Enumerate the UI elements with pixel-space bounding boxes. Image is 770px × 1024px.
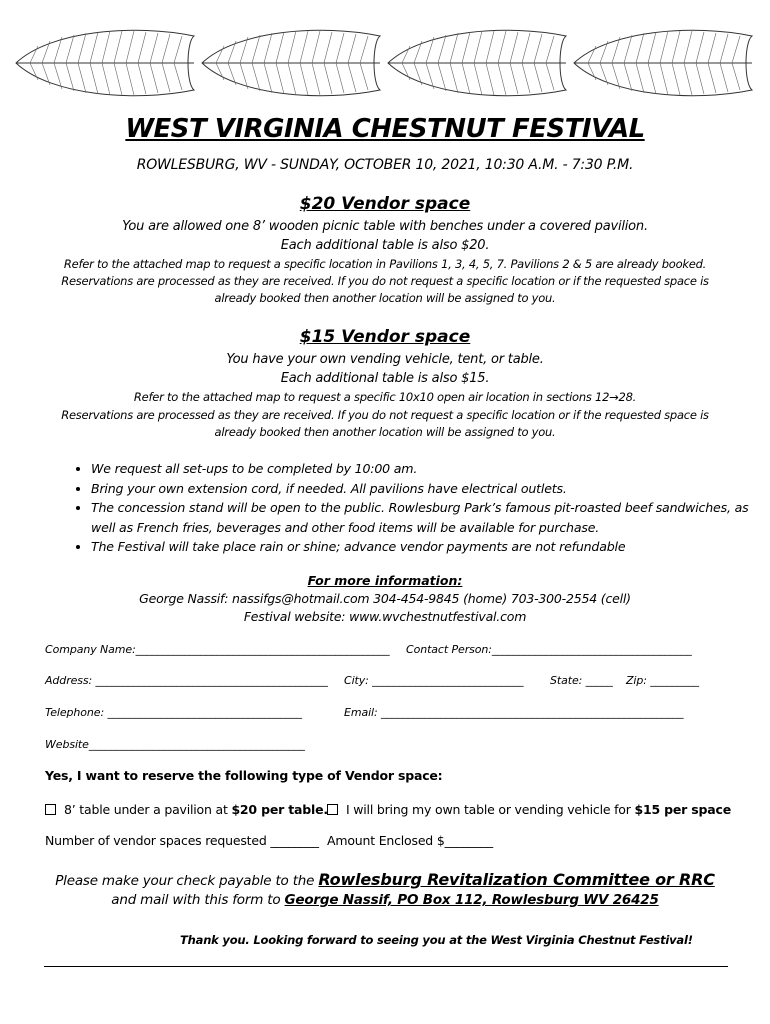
list-item: • The concession stand will be open to the public. Rowlesburg Park’s famous pit-roasted beef sandwiches, as well as French fries, beverages and other food items will be available for purchase. <box>91 498 751 537</box>
vendor-20-line-1: You are allowed one 8’ wooden picnic table with benches under a covered pavilion. <box>122 219 648 234</box>
vendor-15-heading: $15 Vendor space <box>299 327 471 347</box>
option-15-price: $15 per space <box>634 802 731 817</box>
vendor-15-line-2: Each additional table is also $15. <box>280 371 490 386</box>
company-name-field[interactable]: Company Name:_______________________________________________ <box>45 643 390 656</box>
list-item: • The Festival will take place rain or shine; advance vendor payments are not refundable <box>91 537 751 557</box>
vendor-20-line-2: Each additional table is also $20. <box>280 238 490 253</box>
option-20-checkbox[interactable] <box>45 804 56 815</box>
contact-person-field[interactable]: Contact Person:_____________________________________ <box>406 643 692 656</box>
telephone-field[interactable]: Telephone: ____________________________________ <box>45 706 302 719</box>
reserve-heading: Yes, I want to reserve the following type of Vendor space: <box>45 768 443 783</box>
mail-line <box>0 892 770 908</box>
vendor-20-line-4: Reservations are processed as they are received. If you do not request a specific location or if the requested space is <box>61 274 709 288</box>
option-15-checkbox[interactable] <box>327 804 338 815</box>
thank-you-note: Thank you. Looking forward to seeing you at the West Virginia Chestnut Festival! <box>180 933 693 947</box>
chestnut-leaf-decoration <box>14 22 756 104</box>
vendor-15-line-3: Refer to the attached map to request a specific 10x10 open air location in sections 12→28. <box>133 390 637 404</box>
mail-text: and mail with this form to <box>111 892 285 908</box>
vendor-20-heading: $20 Vendor space <box>299 194 471 214</box>
festival-website: Festival website: www.wvchestnutfestival.com <box>243 609 527 624</box>
spaces-requested-field[interactable]: Number of vendor spaces requested ________ <box>45 833 319 848</box>
mail-address: George Nassif, PO Box 112, Rowlesburg WV 26425 <box>284 892 659 908</box>
option-20-row <box>45 802 328 817</box>
vendor-20-line-5: already booked then another location will be assigned to you. <box>214 291 556 305</box>
vendor-15-line-4: Reservations are processed as they are received. If you do not request a specific location or if the requested space is <box>61 408 709 422</box>
address-field[interactable]: Address: ___________________________________________ <box>45 674 328 687</box>
vendor-rules-list <box>60 459 751 557</box>
info-heading: For more information: <box>307 573 463 588</box>
check-payable-line <box>0 870 770 889</box>
event-date-line: ROWLESBURG, WV - SUNDAY, OCTOBER 10, 2021, 10:30 A.M. - 7:30 P.M. <box>136 157 634 173</box>
option-15-label: I will bring my own table or vending vehicle for <box>346 802 635 817</box>
website-field[interactable]: Website________________________________________ <box>45 738 305 751</box>
check-payable-text: Please make your check payable to the <box>55 873 319 889</box>
vendor-20-line-3: Refer to the attached map to request a specific location in Pavilions 1, 3, 4, 5, 7. Pavilions 2 & 5 are already booked. <box>63 257 707 271</box>
state-field[interactable]: State: _____ <box>550 674 613 687</box>
vendor-15-line-1: You have your own vending vehicle, tent, or table. <box>226 352 544 367</box>
list-item: • We request all set-ups to be completed by 10:00 am. <box>91 459 751 479</box>
email-field[interactable]: Email: ________________________________________________________ <box>344 706 684 719</box>
vendor-15-line-5: already booked then another location will be assigned to you. <box>214 425 556 439</box>
city-field[interactable]: City: ____________________________ <box>344 674 524 687</box>
contact-info: George Nassif: nassifgs@hotmail.com 304-454-9845 (home) 703-300-2554 (cell) <box>139 591 631 606</box>
list-item: • Bring your own extension cord, if needed. All pavilions have electrical outlets. <box>91 479 751 499</box>
bottom-divider <box>44 966 728 967</box>
option-20-label: 8’ table under a pavilion at <box>64 802 232 817</box>
option-20-price: $20 per table. <box>231 802 328 817</box>
option-15-row <box>327 802 731 817</box>
zip-field[interactable]: Zip: _________ <box>626 674 699 687</box>
page-title: WEST VIRGINIA CHESTNUT FESTIVAL <box>125 114 645 144</box>
payee-name: Rowlesburg Revitalization Committee or RRC <box>318 870 715 889</box>
amount-enclosed-field[interactable]: Amount Enclosed $________ <box>327 833 493 848</box>
